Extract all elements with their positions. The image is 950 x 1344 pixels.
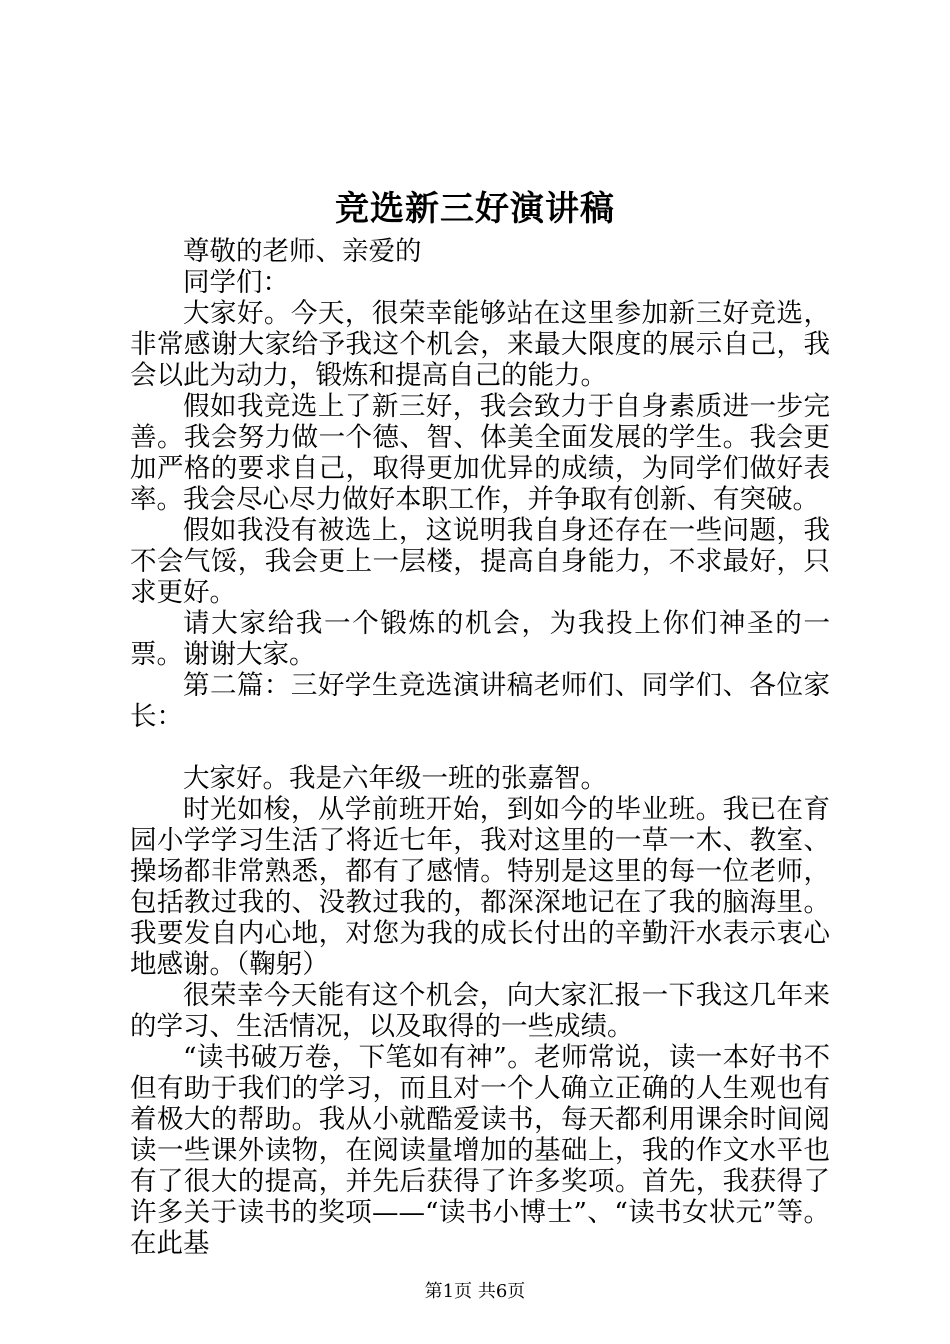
paragraph: 很荣幸今天能有这个机会，向大家汇报一下我这几年来的学习、生活情况，以及取得的一些成绩。 <box>130 980 830 1042</box>
paragraph: 大家好。我是六年级一班的张嘉智。 <box>183 763 607 794</box>
paragraph: 时光如梭，从学前班开始，到如今的毕业班。我已在育园小学学习生活了将近七年，我对这里的一草一木、教室、操场都非常熟悉，都有了感情。特别是这里的每一位老师，包括教过我的、没教过我的，都深深地记在了我的脑海里。我要发自内心地，对您为我的成长付出的辛勤汗水表示衷心地感谢。（鞠躬） <box>130 794 830 980</box>
paragraph: 请大家给我一个锻炼的机会，为我投上你们神圣的一票。谢谢大家。 <box>130 608 830 670</box>
paragraph: “读书破万卷，下笔如有神”。老师常说，读一本好书不但有助于我们的学习，而且对一个人确立正确的人生观也有着极大的帮助。我从小就酷爱读书，每天都利用课余时间阅读一些课外读物，在阅读量增加的基础上，我的作文水平也有了很大的提高，并先后获得了许多奖项。首先，我获得了许多关于读书的奖项——“读书小博士”、“读书女状元”等。在此基 <box>130 1042 830 1259</box>
salutation-line-1: 尊敬的老师、亲爱的 <box>183 236 422 267</box>
salutation-line-2: 同学们： <box>183 267 289 298</box>
document-title: 竞选新三好演讲稿 <box>335 189 615 229</box>
paragraph: 大家好。今天，很荣幸能够站在这里参加新三好竞选，非常感谢大家给予我这个机会，来最大限度的展示自己，我会以此为动力，锻炼和提高自己的能力。 <box>130 298 830 391</box>
document-body <box>130 236 830 1259</box>
paragraph: 假如我竞选上了新三好，我会致力于自身素质进一步完善。我会努力做一个德、智、体美全面发展的学生。我会更加严格的要求自己，取得更加优异的成绩，为同学们做好表率。我会尽心尽力做好本职工作，并争取有创新、有突破。 <box>130 391 830 515</box>
section-heading: 第二篇：三好学生竞选演讲稿老师们、同学们、各位家长： <box>130 670 830 732</box>
paragraph: 假如我没有被选上，这说明我自身还存在一些问题，我不会气馁，我会更上一层楼，提高自身能力，不求最好，只求更好。 <box>130 515 830 608</box>
page-footer: 第1页 共6页 <box>424 1281 526 1302</box>
